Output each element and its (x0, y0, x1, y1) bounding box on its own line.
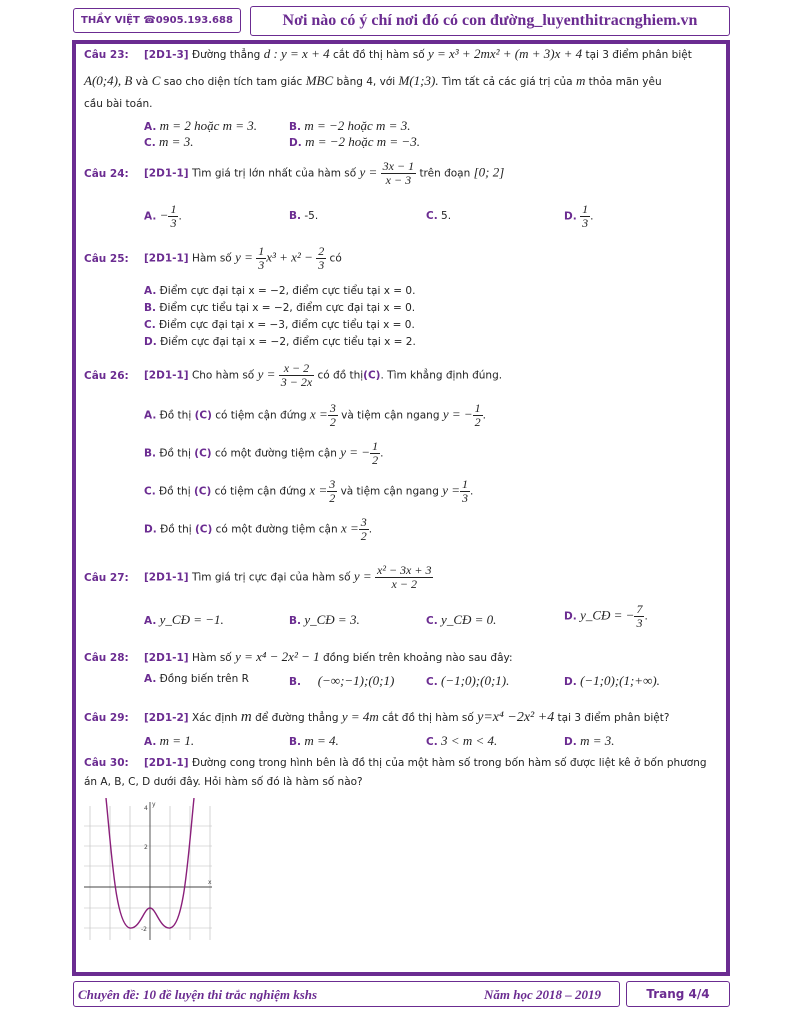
text: Tìm tất cả các giá trị của (441, 76, 573, 88)
footer-topic-box (73, 981, 620, 1007)
q24-option-b[interactable] (289, 210, 318, 222)
text: . (368, 523, 373, 536)
text: có tiệm cận đứng (215, 409, 307, 422)
fraction (580, 203, 590, 230)
text: có tiệm cận đứng (214, 485, 307, 498)
question-23-line3 (84, 97, 724, 111)
q29-option-d[interactable] (564, 733, 614, 749)
text: thỏa mãn yêu (588, 76, 662, 88)
option-value: m = 3. (159, 134, 194, 149)
text: và tiệm cận ngang (341, 409, 440, 422)
option-label: B. (289, 736, 301, 748)
text: và (135, 76, 149, 88)
q27-option-a[interactable] (144, 612, 224, 628)
formula: y = − (442, 406, 473, 422)
text: . (380, 447, 384, 460)
option-label: D. (144, 336, 157, 348)
q28-option-b[interactable] (289, 673, 394, 689)
numerator: 1 (372, 439, 379, 453)
option-value: − (159, 207, 169, 223)
question-27 (84, 564, 724, 591)
formula: y = (353, 568, 372, 584)
formula: x = (309, 482, 328, 498)
y-axis-label: y (152, 801, 156, 808)
q27-option-c[interactable] (426, 612, 496, 628)
formula: A(0;4), B (84, 73, 133, 88)
question-number: Câu 23: (84, 49, 129, 61)
question-23-line2 (84, 74, 724, 89)
function-graph (84, 798, 214, 943)
option-value: (−∞;−1);(0;1) (317, 673, 395, 688)
option-value: Đồng biến trên R (159, 673, 249, 685)
fraction (256, 245, 266, 272)
numerator: 1 (582, 202, 589, 216)
numerator: 1 (462, 477, 469, 491)
fraction (370, 440, 380, 467)
question-tag: [2D1-1] (144, 252, 189, 265)
formula: y=x⁴ −2x² +4 (477, 710, 555, 725)
fraction (327, 478, 337, 505)
denominator: 3 (636, 616, 643, 630)
question-30 (84, 756, 724, 770)
option-value: m = 1. (159, 733, 195, 748)
question-number: Câu 30: (84, 757, 129, 769)
text: án A, B, C, D dưới đây. Hỏi hàm số đó là hàm số nào? (84, 776, 363, 788)
fraction (328, 402, 338, 429)
option-label: D. (564, 676, 577, 688)
option-label: A. (144, 409, 157, 422)
numerator: 3 (360, 515, 367, 529)
text: có đồ thị (317, 369, 364, 382)
q29-option-c[interactable] (426, 733, 497, 749)
option-value: Điểm cực đại tại x = −3, điểm cực tiểu tại x = 0. (159, 319, 415, 331)
text: cầu bài toán. (84, 98, 153, 110)
option-label: B. (289, 121, 301, 133)
denominator: 3 (318, 258, 325, 272)
option-value: m = −2 hoặc m = −3. (305, 134, 420, 149)
tick-label-2: 2 (144, 844, 148, 851)
option-label: B. (144, 302, 156, 314)
question-25 (84, 245, 724, 272)
formula: y = (235, 249, 253, 265)
option-label: D. (564, 610, 577, 623)
fraction (316, 245, 326, 272)
fraction (473, 402, 483, 429)
option-value: m = 4. (304, 733, 339, 748)
option-label: D. (564, 210, 577, 223)
option-label: B. (289, 210, 301, 222)
text: Đồ thị (159, 485, 191, 498)
tick-label-neg2: -2 (141, 926, 147, 933)
question-tag: [2D1-3] (144, 49, 189, 61)
option-value: y_CĐ = 0. (441, 612, 497, 627)
option-value: Điểm cực đại tại x = −2, điểm cực tiểu tại x = 0. (159, 285, 416, 297)
formula: x = (310, 406, 328, 422)
text: . (482, 409, 487, 422)
option-label: C. (144, 319, 156, 331)
option-label: C. (426, 736, 438, 748)
text: . (178, 210, 182, 223)
q25-option-c[interactable] (144, 319, 415, 331)
formula: y = 4m (341, 709, 379, 724)
question-tag: [2D1-1] (144, 369, 189, 382)
question-number: Câu 28: (84, 652, 129, 664)
text: đồng biến trên khoảng nào sau đây: (322, 652, 513, 664)
graph-label: (C) (363, 369, 381, 382)
q24-option-c[interactable] (426, 210, 451, 222)
q27-option-b[interactable] (289, 612, 360, 628)
option-value: m = 3. (580, 733, 615, 748)
fraction (381, 160, 416, 187)
q23-option-d[interactable] (289, 134, 420, 150)
formula: d : y = x + 4 (263, 46, 330, 61)
fraction (279, 362, 314, 389)
question-tag: [2D1-2] (144, 712, 189, 724)
graph-label: (C) (194, 447, 212, 460)
numerator: 3x − 1 (382, 159, 415, 173)
text: . (590, 210, 594, 223)
graph-label: (C) (195, 523, 213, 536)
question-24 (84, 160, 724, 187)
question-tag: [2D1-1] (144, 167, 189, 180)
q25-option-d[interactable] (144, 336, 416, 348)
numerator: x² − 3x + 3 (377, 563, 432, 577)
q24-option-d[interactable] (564, 203, 593, 230)
option-label: D. (289, 137, 302, 149)
numerator: 3 (329, 401, 336, 415)
option-label: C. (426, 210, 438, 222)
q26-option-a[interactable] (144, 402, 486, 429)
option-label: A. (144, 285, 157, 297)
text: tại 3 điểm phân biệt (585, 49, 692, 61)
text: để đường thẳng (255, 712, 339, 724)
fraction (168, 203, 178, 230)
text: Đường thẳng (191, 49, 261, 61)
formula: y = x³ + 2mx² + (m + 3)x + 4 (427, 46, 583, 61)
q25-option-a[interactable] (144, 285, 415, 297)
option-value: m = −2 hoặc m = 3. (304, 118, 411, 133)
q25-option-b[interactable] (144, 302, 415, 314)
text: Đồ thị (159, 409, 192, 422)
text: Tìm giá trị lớn nhất của hàm số (191, 167, 357, 180)
option-label: C. (426, 676, 438, 688)
text: có một đường tiệm cận (215, 523, 338, 536)
question-tag: [2D1-1] (144, 571, 189, 584)
text: sao cho diện tích tam giác (163, 76, 303, 88)
option-value: m = 2 hoặc m = 3. (159, 118, 257, 133)
option-label: B. (289, 676, 301, 688)
question-30-line2 (84, 775, 724, 789)
text: cắt đồ thị hàm số (332, 49, 425, 61)
formula: y = (442, 482, 461, 498)
question-number: Câu 27: (84, 571, 129, 584)
option-label: C. (144, 485, 156, 498)
question-tag: [2D1-1] (144, 652, 189, 664)
q28-option-d[interactable] (564, 673, 660, 689)
formula: y = (257, 366, 276, 382)
option-value: (−1;0);(1;+∞). (580, 673, 660, 688)
text: . Tìm khẳng định đúng. (380, 369, 503, 382)
text: trên đoạn (419, 167, 471, 180)
text: có một đường tiệm cận (214, 447, 337, 460)
question-number: Câu 26: (84, 369, 129, 382)
fraction (375, 564, 433, 591)
denominator: x − 3 (385, 173, 412, 187)
denominator: 2 (372, 453, 379, 467)
footer-year: Năm học 2018 – 2019 (484, 987, 601, 1002)
denominator: 2 (360, 529, 367, 543)
numerator: 1 (258, 244, 265, 258)
fraction (460, 478, 470, 505)
question-number: Câu 25: (84, 252, 129, 265)
text: Tìm giá trị cực đại của hàm số (191, 571, 351, 584)
text: cắt đồ thị hàm số (382, 712, 474, 724)
q28-option-c[interactable] (426, 673, 509, 689)
text: Xác định (191, 712, 238, 724)
q28-option-a[interactable] (144, 673, 249, 685)
formula: x³ + x² − (266, 249, 313, 265)
text: Hàm số (191, 652, 232, 664)
numerator: 1 (170, 202, 177, 216)
question-28 (84, 650, 724, 665)
option-label: B. (144, 447, 156, 460)
q23-option-a[interactable] (144, 118, 257, 134)
denominator: 3 − 2x (280, 375, 313, 389)
text: Đồ thị (159, 447, 191, 460)
question-23 (84, 47, 724, 62)
option-label: B. (289, 615, 301, 627)
option-label: A. (144, 121, 157, 133)
q29-option-b[interactable] (289, 733, 339, 749)
text: Đồ thị (160, 523, 192, 536)
option-value: Điểm cực đại tại x = −2, điểm cực tiểu tại x = 2. (160, 336, 416, 348)
option-value: -5. (304, 210, 319, 222)
option-label: C. (144, 137, 156, 149)
question-number: Câu 24: (84, 167, 129, 180)
numerator: 3 (329, 477, 336, 491)
option-value: 5. (441, 210, 452, 222)
q23-option-c[interactable] (144, 134, 193, 150)
denominator: 3 (170, 216, 177, 230)
text: bằng 4, với (336, 76, 396, 88)
option-label: A. (144, 615, 157, 627)
formula: m (240, 709, 252, 725)
option-label: A. (144, 673, 157, 685)
x-axis-label: x (208, 879, 212, 886)
question-26 (84, 362, 724, 389)
option-label: A. (144, 210, 157, 223)
denominator: 3 (462, 491, 469, 505)
question-number: Câu 29: (84, 712, 129, 724)
numerator: 2 (318, 244, 325, 258)
text: Hàm số (191, 252, 232, 265)
page-slogan: Nơi nào có ý chí nơi đó có con đường_luyenthitracnghiem.vn (250, 6, 730, 36)
option-value: (−1;0);(0;1). (441, 673, 510, 688)
formula: y = (359, 164, 378, 180)
q26-option-b[interactable] (144, 440, 383, 467)
option-value: y_CĐ = 3. (304, 612, 360, 627)
option-value: Điểm cực tiểu tại x = −2, điểm cực đại tại x = 0. (159, 302, 416, 314)
text: có (329, 252, 342, 265)
formula: y = x⁴ − 2x² − 1 (235, 649, 320, 664)
option-label: C. (426, 615, 438, 627)
option-value: y_CĐ = − (580, 607, 635, 623)
q23-option-b[interactable] (289, 118, 410, 134)
text: . (644, 610, 648, 623)
q27-option-d[interactable] (564, 603, 648, 630)
text: tại 3 điểm phân biệt? (557, 712, 670, 724)
formula: m (575, 73, 586, 88)
denominator: 2 (474, 415, 481, 429)
denominator: 3 (582, 216, 589, 230)
option-value: y_CĐ = −1. (159, 612, 224, 627)
text: Cho hàm số (191, 369, 255, 382)
denominator: 2 (329, 491, 336, 505)
numerator: x − 2 (279, 362, 314, 376)
option-label: D. (564, 736, 577, 748)
question-tag: [2D1-1] (144, 757, 189, 769)
q26-option-d[interactable] (144, 516, 372, 543)
formula: M(1;3). (398, 73, 439, 88)
page-number: Trang 4/4 (626, 981, 730, 1007)
formula: [0; 2] (473, 164, 505, 180)
denominator: 2 (329, 415, 336, 429)
teacher-contact: THẦY VIỆT ☎0905.193.688 (73, 8, 241, 33)
graph-label: (C) (193, 485, 212, 498)
text: và tiệm cận ngang (340, 485, 439, 498)
q29-option-a[interactable] (144, 733, 194, 749)
tick-label-4: 4 (144, 805, 148, 812)
formula: MBC (305, 73, 334, 88)
fraction (359, 516, 369, 543)
option-label: D. (144, 523, 157, 536)
fraction (634, 603, 644, 630)
graph-label: (C) (194, 409, 212, 422)
formula: y = − (340, 444, 371, 460)
formula: x = (340, 520, 359, 536)
denominator: x − 2 (391, 577, 417, 591)
denominator: 3 (258, 258, 265, 272)
footer-topic: Chuyên đề: 10 đề luyện thi trắc nghiệm kshs (78, 987, 318, 1002)
q24-option-a[interactable] (144, 203, 182, 230)
option-value: 3 < m < 4. (441, 733, 498, 748)
numerator: 7 (636, 602, 643, 616)
numerator: 1 (474, 401, 481, 415)
q26-option-c[interactable] (144, 478, 473, 505)
formula: C (151, 73, 161, 88)
question-29 (84, 710, 724, 725)
text: . (470, 485, 474, 498)
option-label: A. (144, 736, 157, 748)
text: Đường cong trong hình bên là đồ thị của một hàm số trong bốn hàm số được liệt kê ở bốn phương (191, 757, 707, 769)
